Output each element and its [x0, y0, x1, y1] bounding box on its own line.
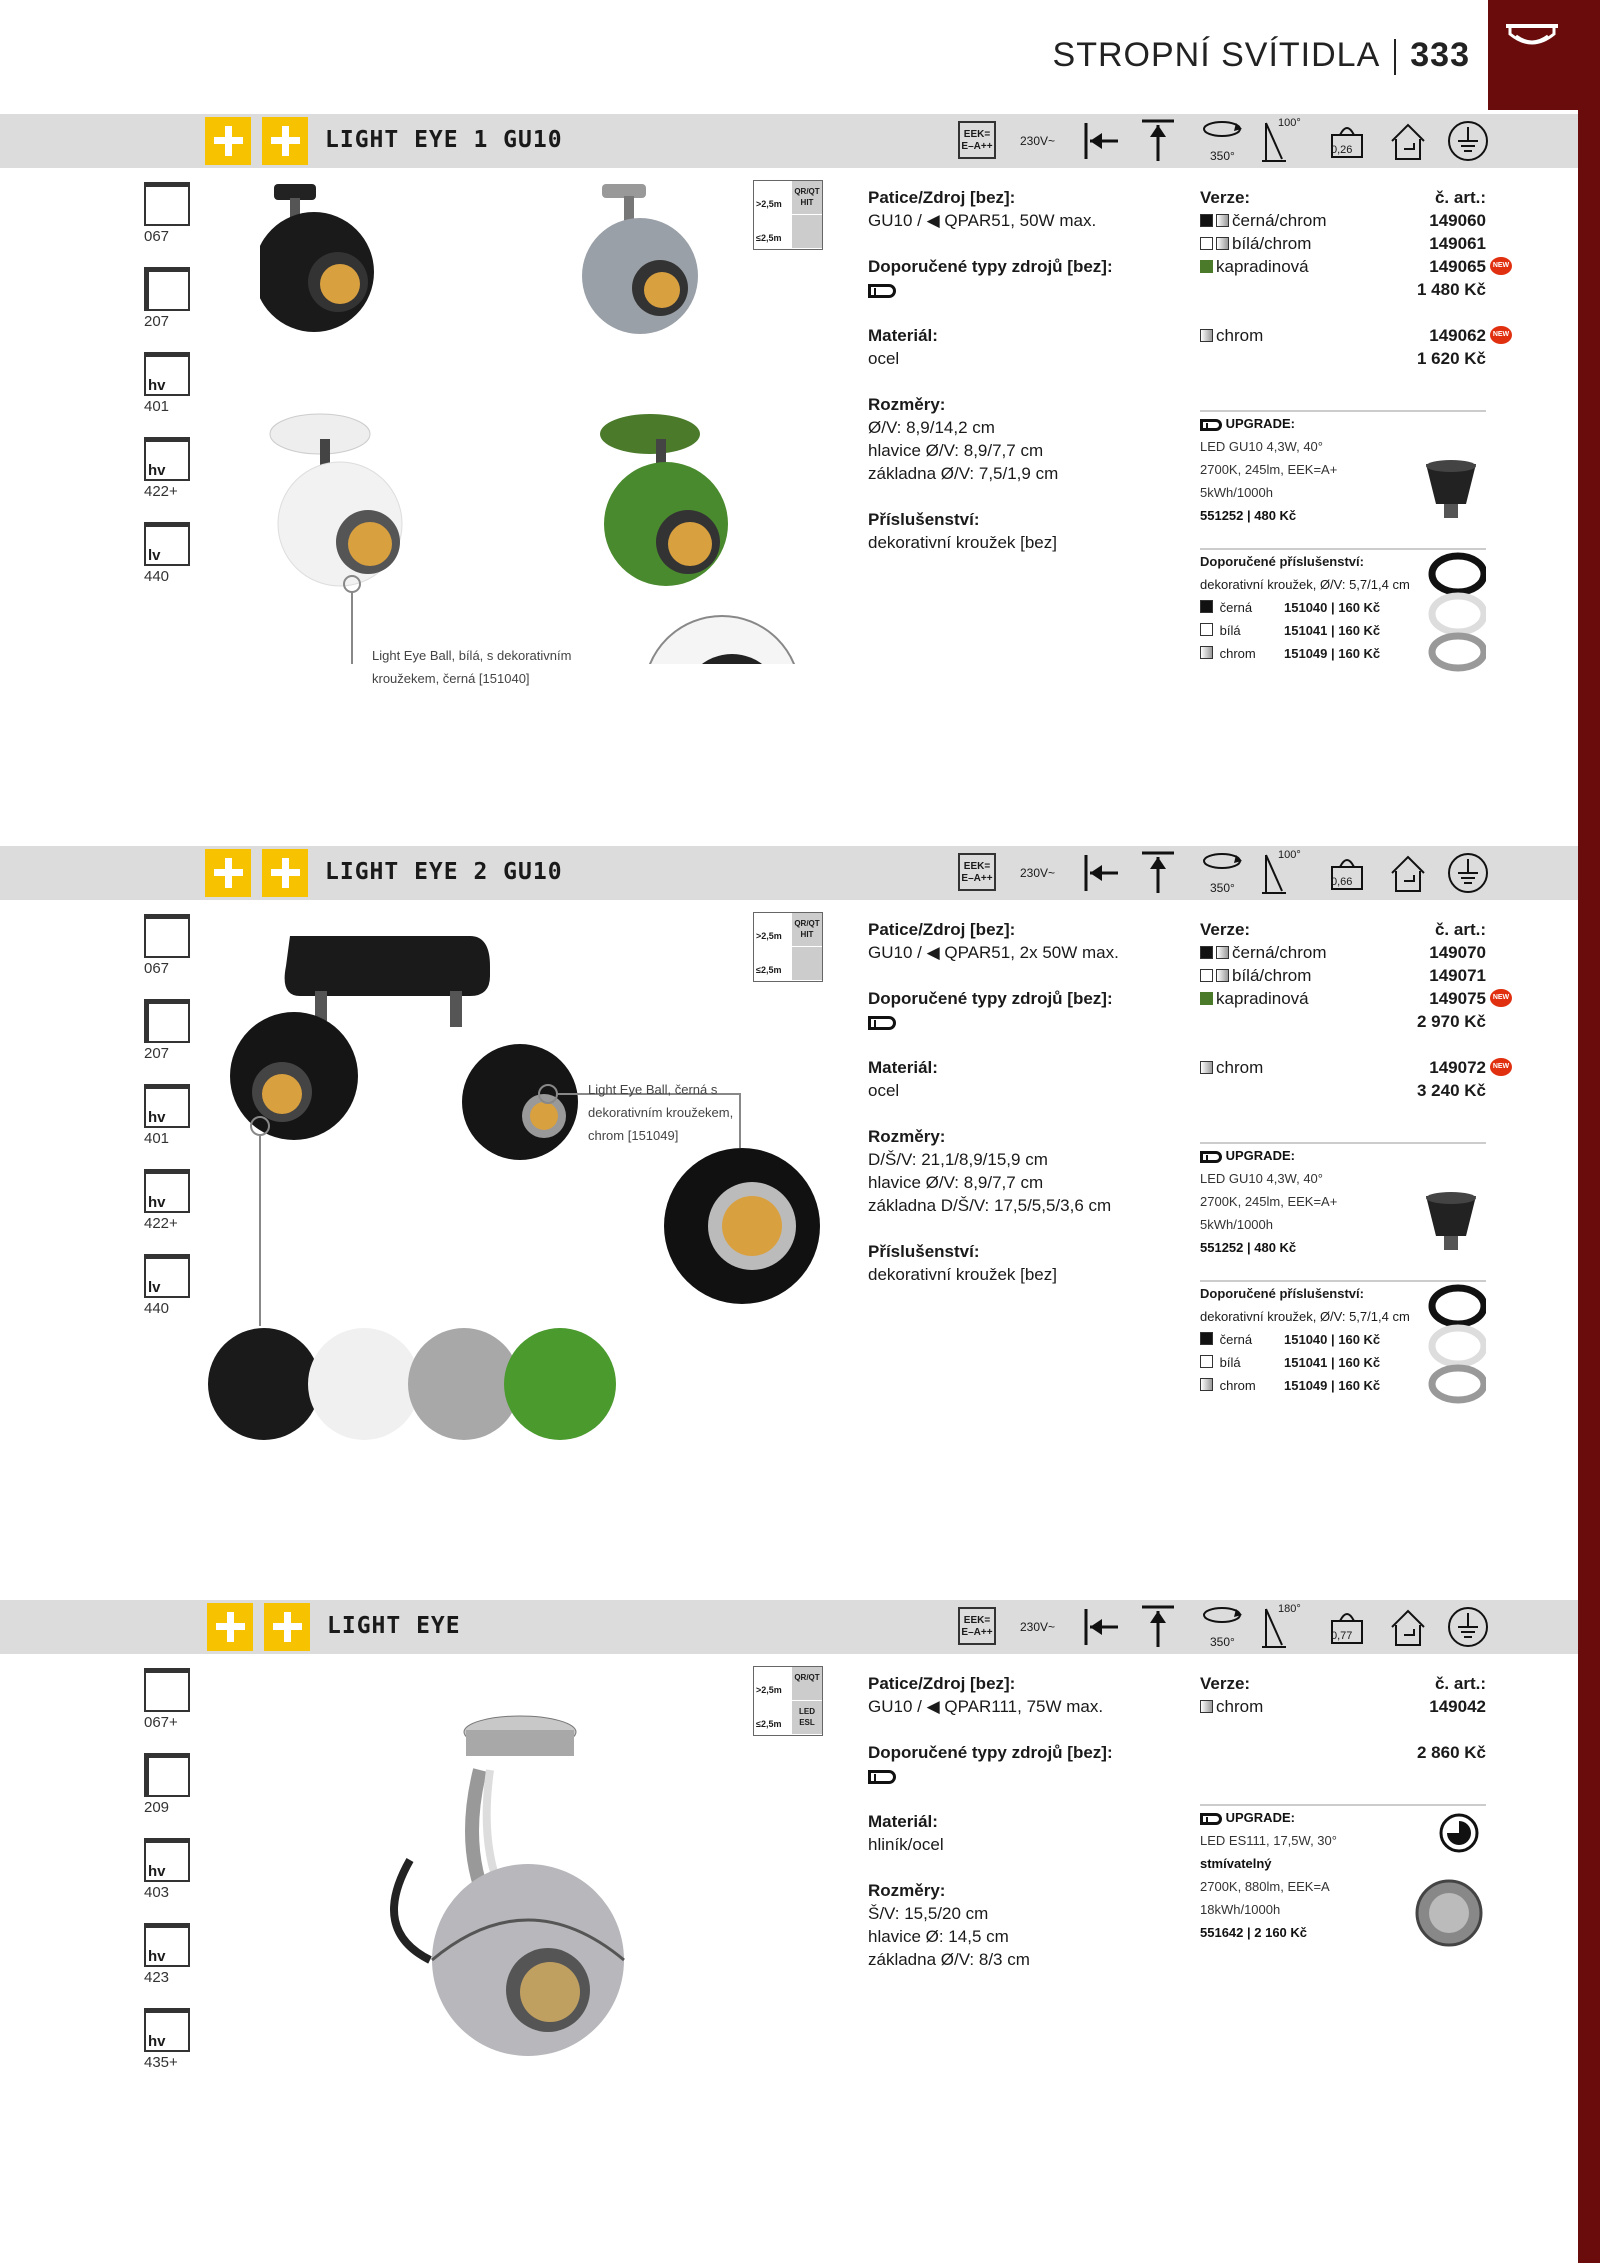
variant-row: kapradinová 149065 NEW	[1200, 255, 1486, 278]
title-divider	[1394, 39, 1396, 75]
mounting-icons	[144, 914, 194, 1339]
variant-row: chrom 149072 NEW	[1200, 1056, 1486, 1079]
spot-mount-icon: hv	[144, 1838, 190, 1882]
new-badge: NEW	[1490, 1058, 1512, 1076]
mounting-icons	[144, 182, 194, 607]
product-title: LIGHT EYE 2 GU10	[325, 859, 563, 885]
variant-row: chrom 149062 NEW	[1200, 324, 1486, 347]
page-number: 333	[1410, 36, 1470, 74]
material-value: hliník/ocel	[868, 1835, 944, 1854]
variant-row: chrom 149042	[1200, 1695, 1486, 1718]
tilt-angle: 100°	[1278, 849, 1301, 861]
mounting-icons	[144, 1668, 194, 2093]
accessories-box: Doporučené příslušenství: dekorativní kroužek, Ø/V: 5,7/1,4 cm černá 151040 | 160 Kč bílá 151041 | 160 Kč chrom 151049 | 160 Kč	[1200, 1280, 1486, 1397]
indoor-house-icon	[1386, 117, 1430, 165]
mount-code: 435+	[144, 2054, 178, 2071]
variants-table: Verze: č. art.: chrom 149042 2 860 Kč	[1200, 1674, 1486, 1762]
wall-arrow-icon	[1078, 1603, 1126, 1651]
material-value: ocel	[868, 349, 900, 368]
material-value: ocel	[868, 1081, 900, 1100]
lamp-chrome	[582, 184, 698, 334]
plus-badge	[205, 117, 251, 165]
color-swatches	[208, 1328, 616, 1440]
voltage-label: 230V~	[1020, 1620, 1056, 1634]
specifications: Patice/Zdroj [bez]: GU10 / ◀ QPAR51, 2x 50W max. Doporučené typy zdrojů [bez]: Materiál: ocel Rozměry: D/Š/V: 21,1/8,9/15,9 cm hlavice Ø/V: 8,9/7,7 cm základna D/Š/V: 17,5/5,5/3,6 cm Příslušenství: dekorativní kroužek [bez]	[868, 918, 1188, 1309]
dimension: D/Š/V: 21,1/8,9/15,9 cm	[868, 1150, 1048, 1169]
specifications: Patice/Zdroj [bez]: GU10 / ◀ QPAR51, 50W max. Doporučené typy zdrojů [bez]: Materiál: ocel Rozměry: Ø/V: 8,9/14,2 cm hlavice Ø/V: 8,9/7,7 cm základna Ø/V: 7,5/1,9 cm Příslušenství: dekorativní kroužek [bez]	[868, 186, 1188, 577]
dimension: základna D/Š/V: 17,5/5,5/3,6 cm	[868, 1196, 1112, 1215]
lamp-white	[270, 414, 402, 586]
ring-accessory-images	[1428, 552, 1486, 672]
upgrade-box: UPGRADE: LED ES111, 17,5W, 30° stmívatelný 2700K, 880lm, EEK=A 18kWh/1000h 551642 | 2 160 Kč	[1200, 1804, 1486, 1944]
variant-row: bílá/chrom 149061	[1200, 232, 1486, 255]
price: 2 860 Kč	[1417, 1743, 1486, 1762]
plus-badge	[262, 849, 308, 897]
dimension: hlavice Ø/V: 8,9/7,7 cm	[868, 441, 1044, 460]
energy-class-icon: EEK= E–A++	[958, 853, 996, 891]
plus-badge	[205, 849, 251, 897]
spot-mount-icon: hv	[144, 352, 190, 396]
shade-mount-icon	[144, 999, 190, 1043]
chapter-title: STROPNÍ SVÍTIDLA	[1052, 36, 1381, 74]
product-section-1	[0, 114, 1578, 834]
indoor-house-icon	[1386, 1603, 1430, 1651]
chapter-sidebar	[1578, 0, 1600, 2263]
ring-accessory-images	[1428, 1284, 1486, 1404]
product-title: LIGHT EYE	[327, 1613, 461, 1639]
product-section-2	[0, 846, 1578, 1566]
spot-mount-icon: hv	[144, 1084, 190, 1128]
mount-code: 067	[144, 960, 170, 977]
tilt-angle: 180°	[1278, 1603, 1301, 1615]
mount-code: 440	[144, 568, 170, 585]
dimension: hlavice Ø/V: 8,9/7,7 cm	[868, 1173, 1044, 1192]
spot-mount-icon: lv	[144, 522, 190, 566]
led-bulb-image	[1416, 454, 1486, 528]
accessories-value: dekorativní kroužek [bez]	[868, 1265, 1057, 1284]
mount-code: 422+	[144, 483, 178, 500]
variant-row: kapradinová 149075 NEW	[1200, 987, 1486, 1010]
rotation-label: 350°	[1210, 881, 1235, 895]
callout-note: Light Eye Ball, černá s dekorativním kroužekem, chrom [151049]	[588, 1082, 734, 1143]
ceiling-arrow-icon	[1134, 1603, 1182, 1651]
lamp-double-black	[230, 936, 578, 1160]
dimension: základna Ø/V: 8/3 cm	[868, 1950, 1030, 1969]
mount-code: 207	[144, 1045, 170, 1062]
led-bulb-image	[1416, 1186, 1486, 1260]
protection-class-icon	[1444, 117, 1492, 165]
dimension: základna Ø/V: 7,5/1,9 cm	[868, 464, 1059, 483]
led-icon	[868, 284, 896, 298]
mount-code: 403	[144, 1884, 170, 1901]
ceiling-mount-icon	[144, 914, 190, 958]
spot-mount-icon: hv	[144, 2008, 190, 2052]
accessories-value: dekorativní kroužek [bez]	[868, 533, 1057, 552]
mount-code: 207	[144, 313, 170, 330]
ceiling-lamp-icon	[1502, 20, 1562, 60]
lamp-green	[600, 414, 728, 586]
variant-row: černá/chrom 149060	[1200, 209, 1486, 232]
light-source-chart: QR/QT LED ESL >2,5m ≤2,5m	[753, 1666, 823, 1736]
spot-mount-icon: lv	[144, 1254, 190, 1298]
page-title	[1053, 36, 1470, 75]
dimension: Š/V: 15,5/20 cm	[868, 1904, 989, 1923]
mount-code: 422+	[144, 1215, 178, 1232]
variant-row: černá/chrom 149070	[1200, 941, 1486, 964]
spot-mount-icon: hv	[144, 437, 190, 481]
mount-code: 440	[144, 1300, 170, 1317]
led-icon	[868, 1016, 896, 1030]
specifications: Patice/Zdroj [bez]: GU10 / ◀ QPAR111, 75W max. Doporučené typy zdrojů [bez]: Materiál: hliník/ocel Rozměry: Š/V: 15,5/20 cm hlavice Ø: 14,5 cm základna Ø/V: 8/3 cm	[868, 1672, 1188, 1994]
energy-class-icon: EEK= E–A++	[958, 121, 996, 159]
socket-value: GU10 / ◀ QPAR51, 50W max.	[868, 211, 1097, 230]
ceiling-mount-icon	[144, 182, 190, 226]
wall-arrow-icon	[1078, 849, 1126, 897]
indoor-house-icon	[1386, 849, 1430, 897]
plus-badge	[262, 117, 308, 165]
mount-code: 423	[144, 1969, 170, 1986]
mount-code: 401	[144, 1130, 170, 1147]
wall-arrow-icon	[1078, 117, 1126, 165]
variants-table: Verze: č. art.: černá/chrom 149070 bílá/chrom 149071 kapradinová 149075 NEW 2 970 Kč chrom 149072 NEW 3 240 Kč	[1200, 918, 1486, 1102]
price: 2 970 Kč	[1417, 1012, 1486, 1031]
led-bulb-image	[1412, 1876, 1486, 1950]
socket-value: GU10 / ◀ QPAR51, 2x 50W max.	[868, 943, 1119, 962]
price: 1 620 Kč	[1417, 349, 1486, 368]
product-title: LIGHT EYE 1 GU10	[325, 127, 563, 153]
mount-code: 067	[144, 228, 170, 245]
rotation-label: 350°	[1210, 149, 1235, 163]
voltage-label: 230V~	[1020, 866, 1056, 880]
dimension: hlavice Ø: 14,5 cm	[868, 1927, 1009, 1946]
dimension: Ø/V: 8,9/14,2 cm	[868, 418, 995, 437]
upgrade-box: UPGRADE: LED GU10 4,3W, 40° 2700K, 245lm, EEK=A+ 5kWh/1000h 551252 | 480 Kč	[1200, 410, 1486, 527]
shade-mount-icon	[144, 1753, 190, 1797]
lamp-black	[260, 184, 374, 332]
led-icon	[868, 1770, 896, 1784]
spot-mount-icon: hv	[144, 1169, 190, 1213]
product-images	[200, 936, 840, 1456]
ceiling-mount-icon	[144, 1668, 190, 1712]
price: 3 240 Kč	[1417, 1081, 1486, 1100]
protection-class-icon	[1444, 1603, 1492, 1651]
ceiling-arrow-icon	[1134, 849, 1182, 897]
accessories-box: Doporučené příslušenství: dekorativní kroužek, Ø/V: 5,7/1,4 cm černá 151040 | 160 Kč bílá 151041 | 160 Kč chrom 151049 | 160 Kč	[1200, 548, 1486, 665]
price: 1 480 Kč	[1417, 280, 1486, 299]
new-badge: NEW	[1490, 326, 1512, 344]
protection-class-icon	[1444, 849, 1492, 897]
weight-value: 0,26	[1331, 144, 1353, 156]
variants-table: Verze: č. art.: černá/chrom 149060 bílá/chrom 149061 kapradinová 149065 NEW 1 480 Kč chrom 149062 NEW 1 620 Kč	[1200, 186, 1486, 370]
product-section-3	[0, 1600, 1578, 2080]
dimmable-icon	[1438, 1812, 1480, 1854]
variant-row: bílá/chrom 149071	[1200, 964, 1486, 987]
ceiling-arrow-icon	[1134, 117, 1182, 165]
chapter-tab	[1488, 0, 1578, 110]
new-badge: NEW	[1490, 257, 1512, 275]
spot-mount-icon: hv	[144, 1923, 190, 1967]
mount-code: 209	[144, 1799, 170, 1816]
upgrade-box: UPGRADE: LED GU10 4,3W, 40° 2700K, 245lm, EEK=A+ 5kWh/1000h 551252 | 480 Kč	[1200, 1142, 1486, 1259]
light-source-chart: QR/QT HIT >2,5m ≤2,5m	[753, 180, 823, 250]
product-images	[260, 184, 840, 664]
socket-value: GU10 / ◀ QPAR111, 75W max.	[868, 1697, 1104, 1716]
plus-badge	[207, 1603, 253, 1651]
mount-code: 067+	[144, 1714, 178, 1731]
voltage-label: 230V~	[1020, 134, 1056, 148]
new-badge: NEW	[1490, 989, 1512, 1007]
energy-class-icon: EEK= E–A++	[958, 1607, 996, 1645]
weight-value: 0,66	[1331, 876, 1353, 888]
lamp-chrome-ball	[394, 1716, 624, 2056]
mount-code: 401	[144, 398, 170, 415]
callout-note: Light Eye Ball, bílá, s dekorativním kroužekem, černá [151040]	[372, 648, 572, 686]
shade-mount-icon	[144, 267, 190, 311]
plus-badge	[264, 1603, 310, 1651]
tilt-angle: 100°	[1278, 117, 1301, 129]
rotation-label: 350°	[1210, 1635, 1235, 1649]
weight-value: 0,77	[1331, 1630, 1353, 1642]
product-image	[370, 1710, 670, 2060]
light-source-chart: QR/QT HIT >2,5m ≤2,5m	[753, 912, 823, 982]
